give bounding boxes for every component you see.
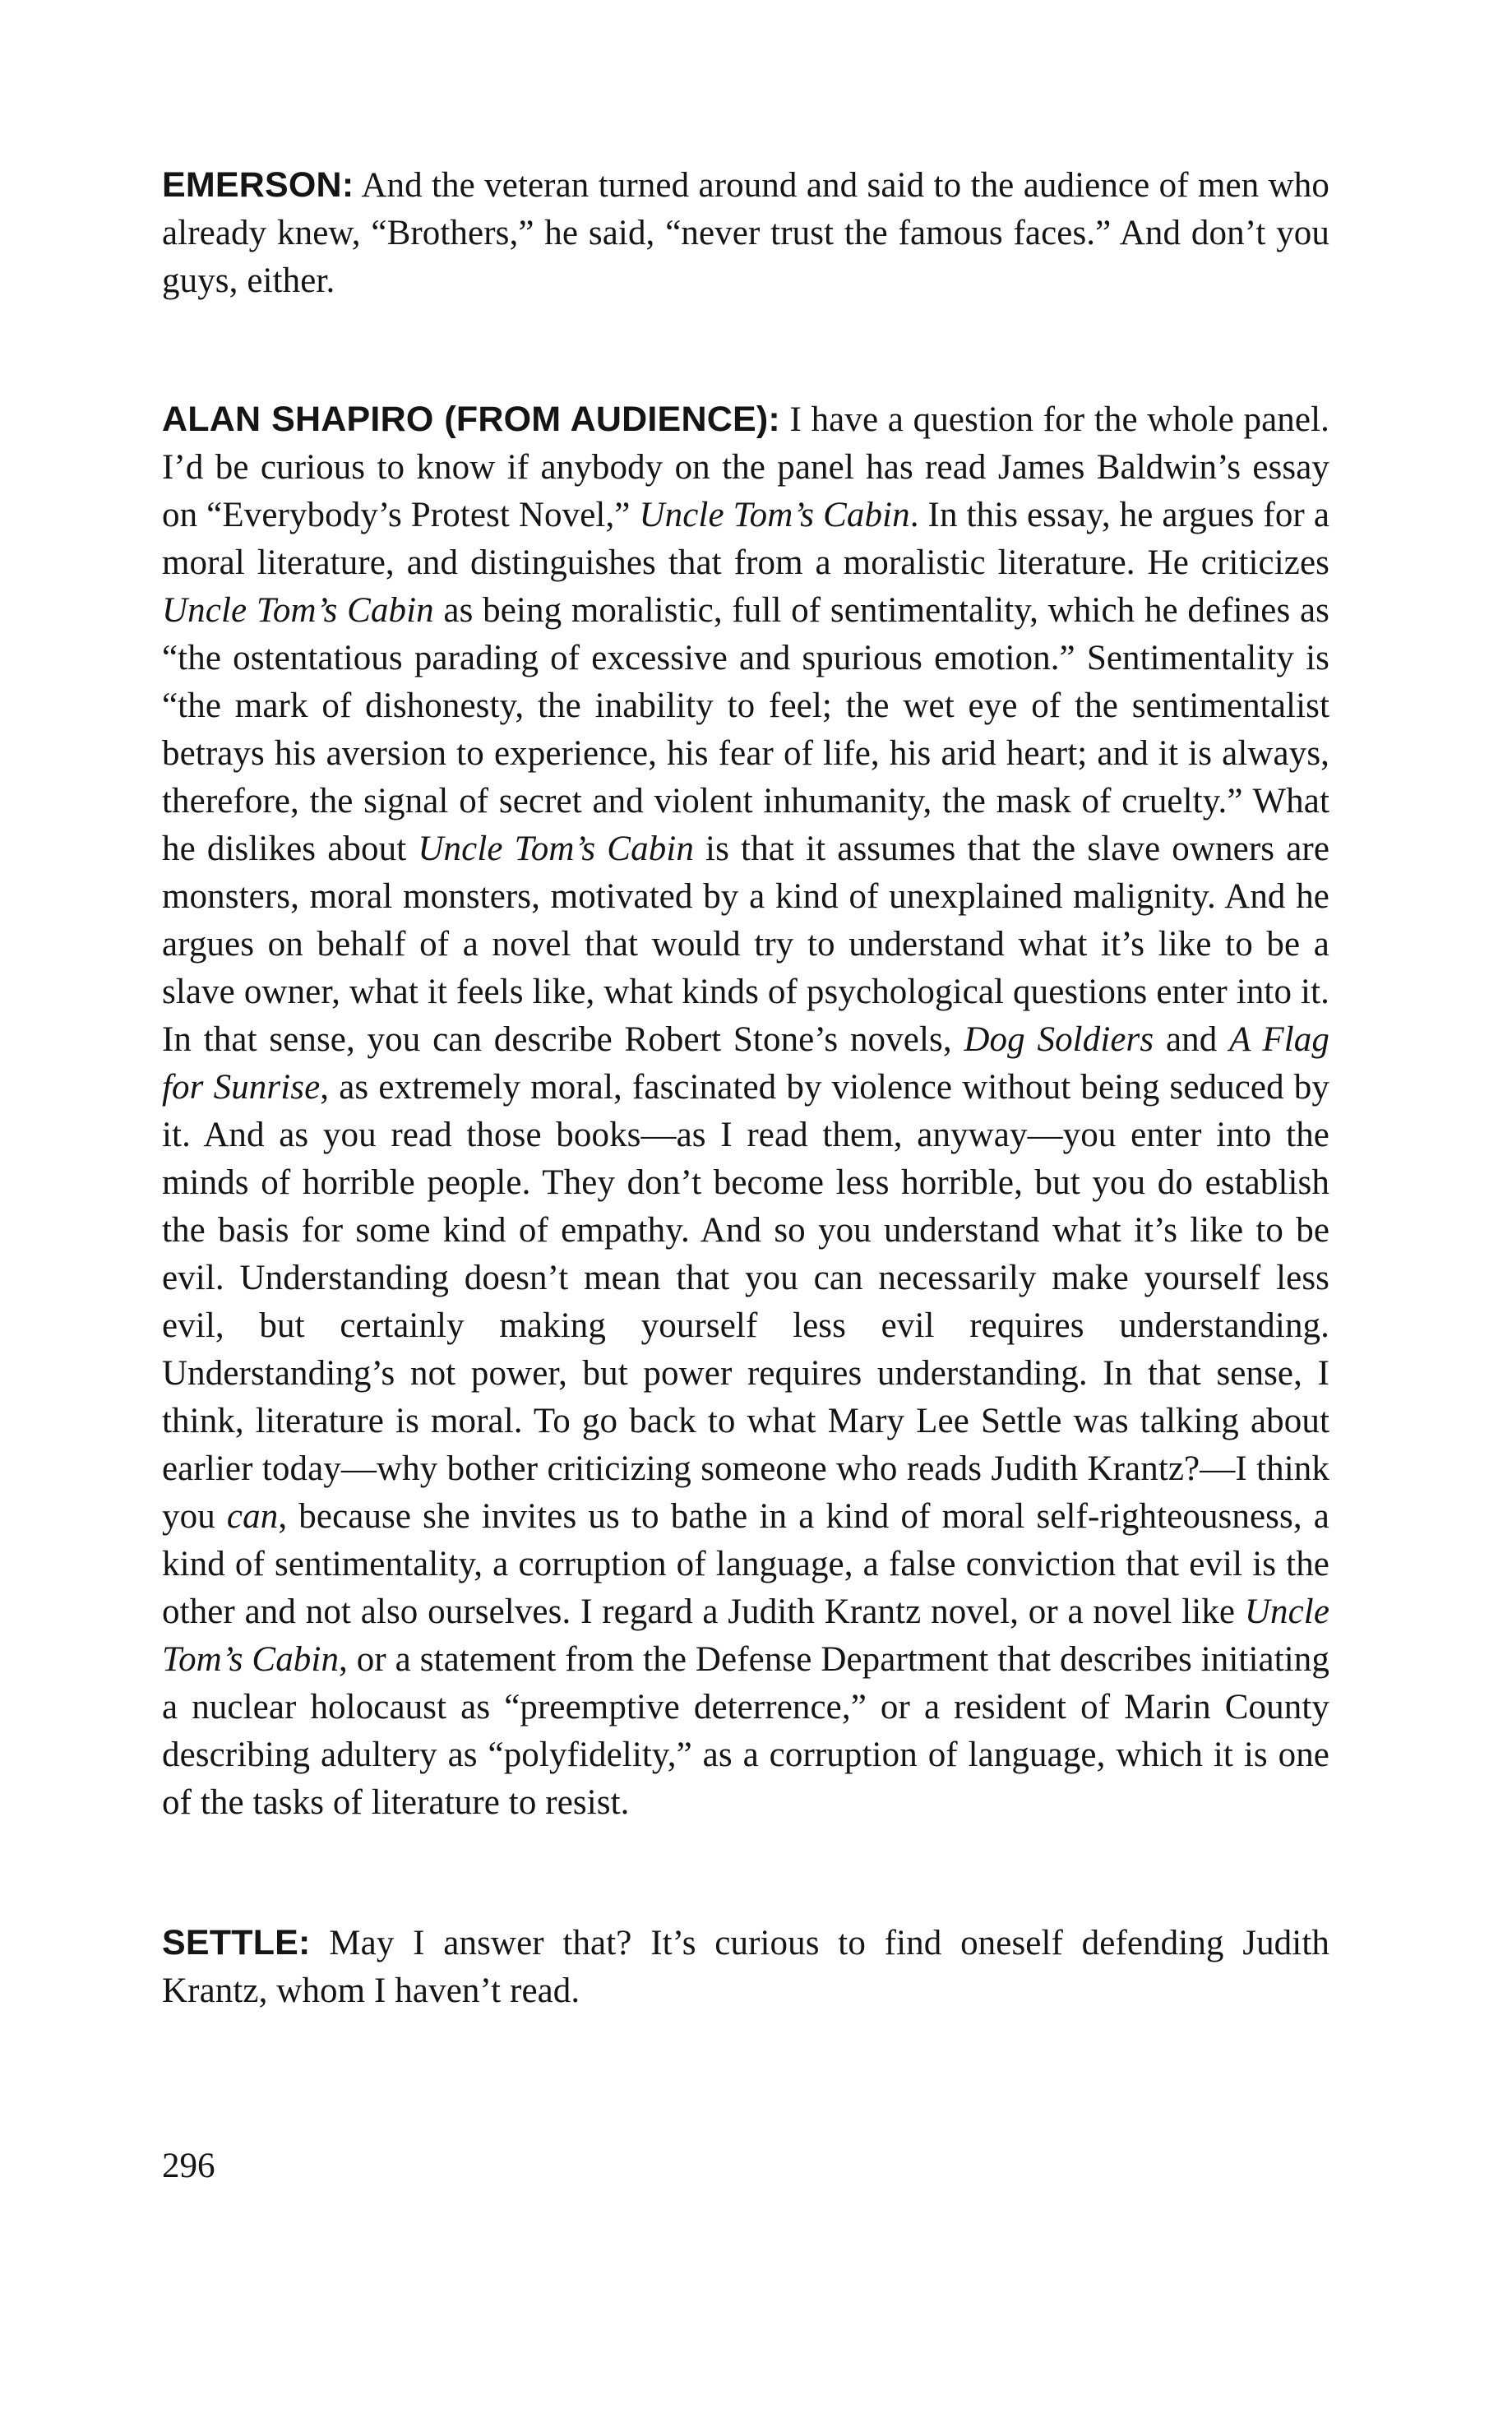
passage-text: , as extremely moral, fascinated by violence without being seduced by it. And as you read those books—as I read them, anyway—you enter into the minds of horrible people. They don’t become less horrible, but you do establish the basis for some kind of empathy. And so you understand what it’s like to be evil. Understanding doesn’t mean that you can necessarily make yourself less evil, but certainly making yourself less evil requires understanding. Understanding’s not power, but power requires understanding. In that sense, I think, literature is moral. To go back to what Mary Lee Settle was talking about earlier today—why bother criticizing someone who reads Judith Krantz?—I think you [162,1068,1329,1536]
passage-text: And the veteran turned around and said to the audience of men who already knew, “Brothers,” he said, “never trust the famous faces.” And don’t you guys, either. [162,166,1329,300]
passage-text: and [1154,1020,1230,1059]
passage-text: , or a statement from the Defense Department that describes initiating a nuclear holocaust as “preemptive deterrence,” or a resident of Marin County describing adultery as “polyfidelity,” as a corruption of language, which it is one of the tasks of literature to resist. [162,1640,1329,1822]
book-title: Uncle Tom’s Cabin [639,496,910,534]
passage-text: is that it assumes that the slave owners are monsters, moral monsters, motivated by a kind of unexplained malignity. And he argues on behalf of a novel that would try to understand what it’s like to be a slave owner, what it feels like, what kinds of psychological questions enter into it. In that sense, you can describe Robert Stone’s novels, [162,830,1330,1059]
book-title: Uncle Tom’s Cabin [418,830,694,868]
passage-shapiro [162,395,1329,1827]
passage-text: May I answer that? It’s curious to find oneself defending Judith Krantz, whom I haven’t read. [162,1924,1329,2010]
passage-text: I have a question for the whole panel. I’d be curious to know if anybody on the panel has read James Baldwin’s essay on “Everybody’s Protest Novel,” [162,400,1329,534]
book-title: Dog Soldiers [964,1020,1154,1059]
passage-text: , because she invites us to bathe in a kind of moral self-righteousness, a kind of sentimentality, a corruption of language, a false conviction that evil is the other and not also ourselves. I regard a Judith Krantz novel, or a novel like [162,1497,1329,1631]
book-title: Uncle Tom’s Cabin [162,1592,1329,1679]
passage-text: . In this essay, he argues for a moral literature, and distinguishes that from a moralistic literature. He criticizes [162,496,1330,582]
page-number: 296 [162,2147,215,2185]
speaker-label: ALAN SHAPIRO (FROM AUDIENCE): [162,400,780,439]
book-title: A Flag for Sunrise [162,1020,1330,1107]
passage-emerson [162,161,1329,305]
book-title: Uncle Tom’s Cabin [162,591,434,630]
passage-text: as being moralistic, full of sentimentality, which he defines as “the ostentatious parading of excessive and spurious emotion.” Sentimentality is “the mark of dishonesty, the inability to feel; the wet eye of the sentimentalist betrays his aversion to experience, his fear of life, his arid heart; and it is always, therefore, the signal of secret and violent inhumanity, the mask of cruelty.” What he dislikes about [162,591,1330,868]
page-body [162,161,1329,2015]
emphasis: can [226,1497,279,1536]
passage-settle [162,1919,1329,2015]
speaker-label: EMERSON: [162,165,354,205]
speaker-label: SETTLE: [162,1923,311,1962]
